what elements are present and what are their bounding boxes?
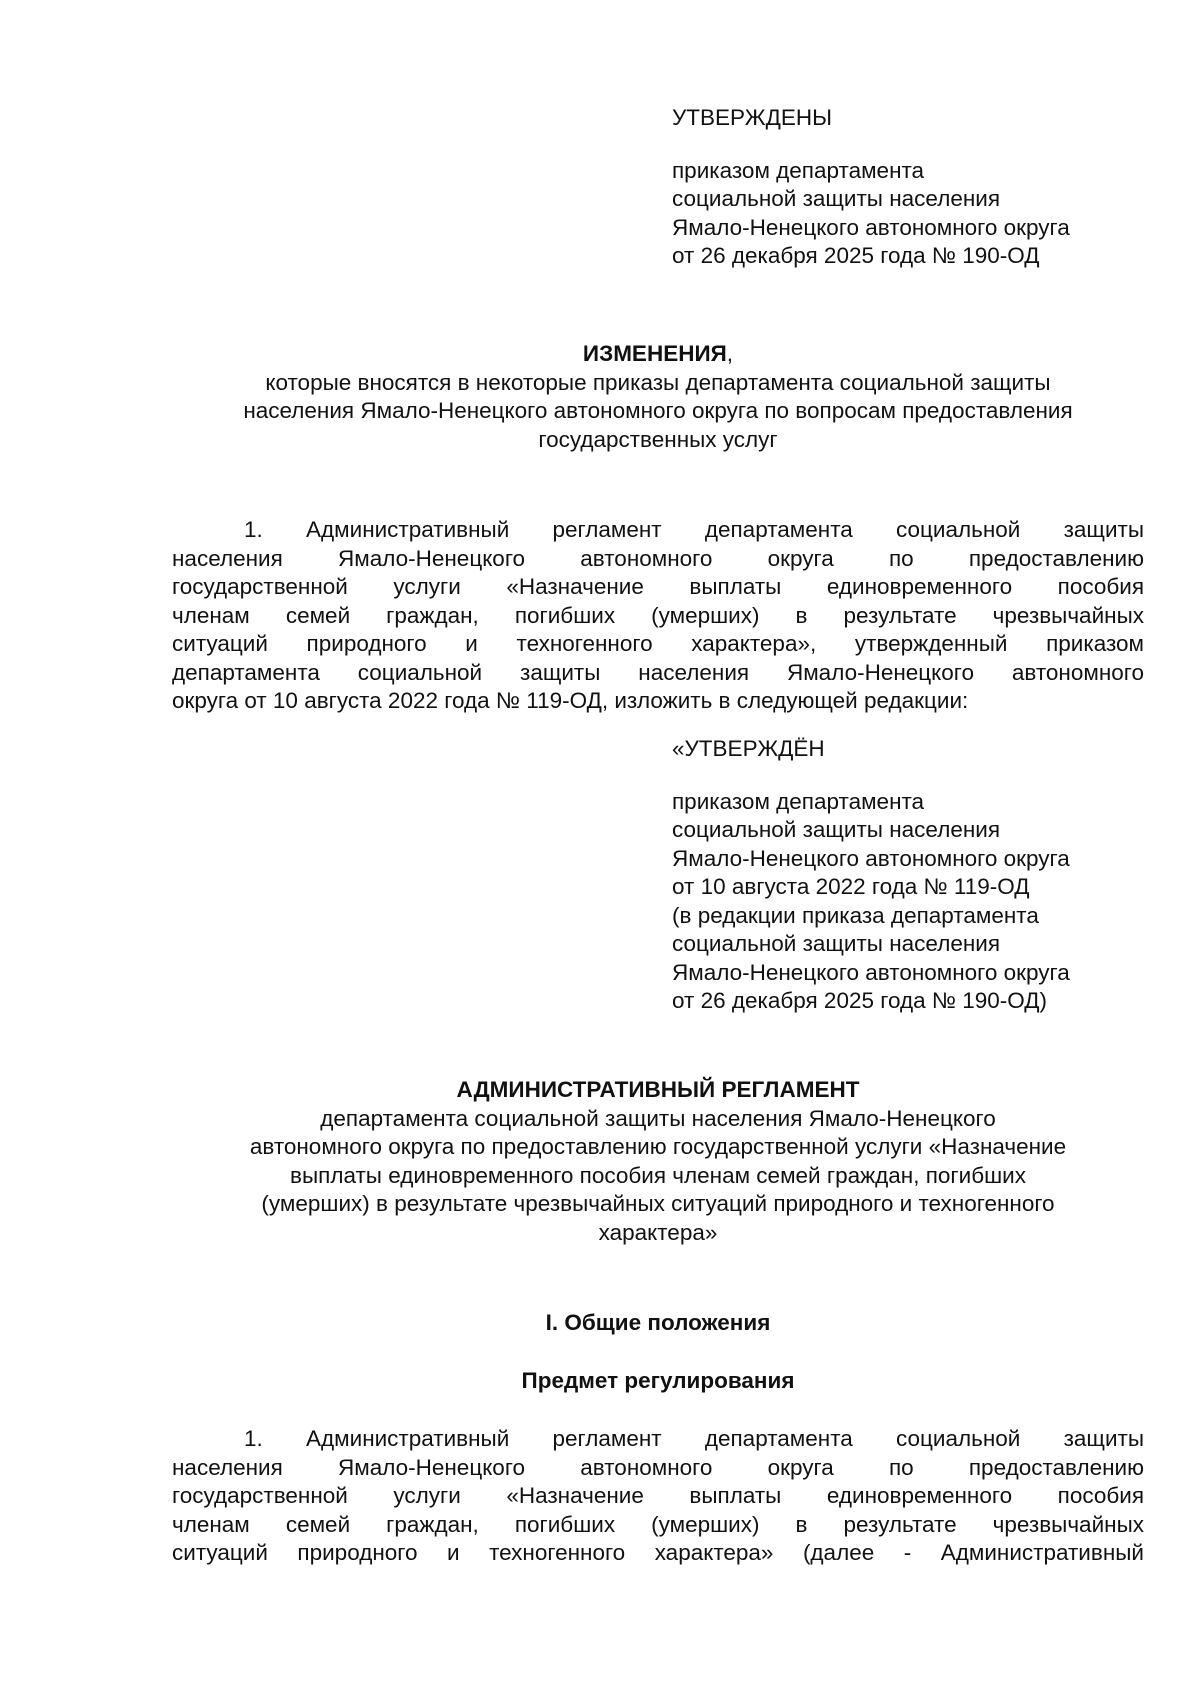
approval-line: приказом департамента <box>672 788 925 814</box>
approval-line: социальной защиты населения <box>672 931 1001 956</box>
regulation-subtitle-line: (умерших) в результате чрезвычайных ситуаций природного и техногенного <box>261 1191 1055 1216</box>
paragraph-line: округа от 10 августа 2022 года № 119-ОД, изложить в следующей редакции: <box>172 688 969 713</box>
regulation-heading: АДМИНИСТРАТИВНЫЙ РЕГЛАМЕНТ <box>456 1077 860 1102</box>
changes-heading-bold: ИЗМЕНЕНИЯ <box>582 341 727 366</box>
approval-line: социальной защиты населения <box>672 186 1001 211</box>
approval-line: от 26 декабря 2025 года № 190-ОД <box>672 243 1040 268</box>
approval-stamp-2 <box>672 735 1152 1016</box>
approval-title-2: «УТВЕРЖДЁН <box>672 736 825 761</box>
approval-line: от 10 августа 2022 года № 119-ОД <box>672 874 1030 899</box>
subsection-heading-block <box>172 1367 1144 1396</box>
changes-heading <box>172 340 1144 369</box>
changes-subtitle-line: которые вносятся в некоторые приказы департамента социальной защиты <box>265 369 1051 395</box>
paragraph-line: членам семей граждан, погибших (умерших) в результате чрезвычайных <box>172 1511 1144 1537</box>
approval-line: Ямало-Ненецкого автономного округа <box>672 214 1070 240</box>
approval-line: Ямало-Ненецкого автономного округа <box>672 959 1070 985</box>
approval-title: УТВЕРЖДЕНЫ <box>672 105 832 130</box>
approval-stamp <box>672 104 1152 271</box>
subsection-heading: Предмет регулирования <box>521 1368 795 1393</box>
changes-subtitle-line: государственных услуг <box>538 426 778 452</box>
regulation-subtitle-line: характера» <box>598 1219 718 1245</box>
changes-subtitle-line: населения Ямало-Ненецкого автономного округа по вопросам предоставления <box>243 398 1073 423</box>
paragraph-line: ситуаций природного и техногенного характера», утвержденный приказом <box>172 631 1144 656</box>
paragraph-line: департамента социальной защиты населения Ямало-Ненецкого автономного <box>172 659 1144 685</box>
section-heading: I. Общие положения <box>545 1310 771 1335</box>
regulation-subtitle-line: выплаты единовременного пособия членам семей граждан, погибших <box>290 1162 1026 1188</box>
regulation-subtitle-line: департамента социальной защиты населения Ямало-Ненецкого <box>320 1105 996 1131</box>
paragraph-line: 1. Административный регламент департамента социальной защиты <box>244 517 1144 542</box>
changes-heading-comma: , <box>726 341 734 366</box>
approval-line: приказом департамента <box>672 157 925 183</box>
changes-heading-block <box>172 340 1144 454</box>
paragraph-line: населения Ямало-Ненецкого автономного округа по предоставлению <box>172 1454 1144 1480</box>
approval-line: от 26 декабря 2025 года № 190-ОД) <box>672 988 1048 1013</box>
regulation-heading-block <box>172 1076 1144 1247</box>
regulation-subtitle-line: автономного округа по предоставлению государственной услуги «Назначение <box>249 1134 1067 1159</box>
paragraph-1 <box>172 516 1144 716</box>
approval-line: Ямало-Ненецкого автономного округа <box>672 845 1070 871</box>
paragraph-line: населения Ямало-Ненецкого автономного округа по предоставлению <box>172 545 1144 571</box>
paragraph-line: государственной услуги «Назначение выплаты единовременного пособия <box>172 574 1144 599</box>
approval-line: (в редакции приказа департамента <box>672 902 1039 928</box>
approval-line: социальной защиты населения <box>672 817 1001 842</box>
paragraph-line: 1. Административный регламент департамента социальной защиты <box>244 1426 1144 1451</box>
paragraph-line: ситуаций природного и техногенного характера» (далее - Административный <box>172 1540 1144 1565</box>
section-heading-block <box>172 1309 1144 1338</box>
paragraph-2 <box>172 1425 1144 1568</box>
paragraph-line: государственной услуги «Назначение выплаты единовременного пособия <box>172 1483 1144 1508</box>
paragraph-line: членам семей граждан, погибших (умерших) в результате чрезвычайных <box>172 602 1144 628</box>
